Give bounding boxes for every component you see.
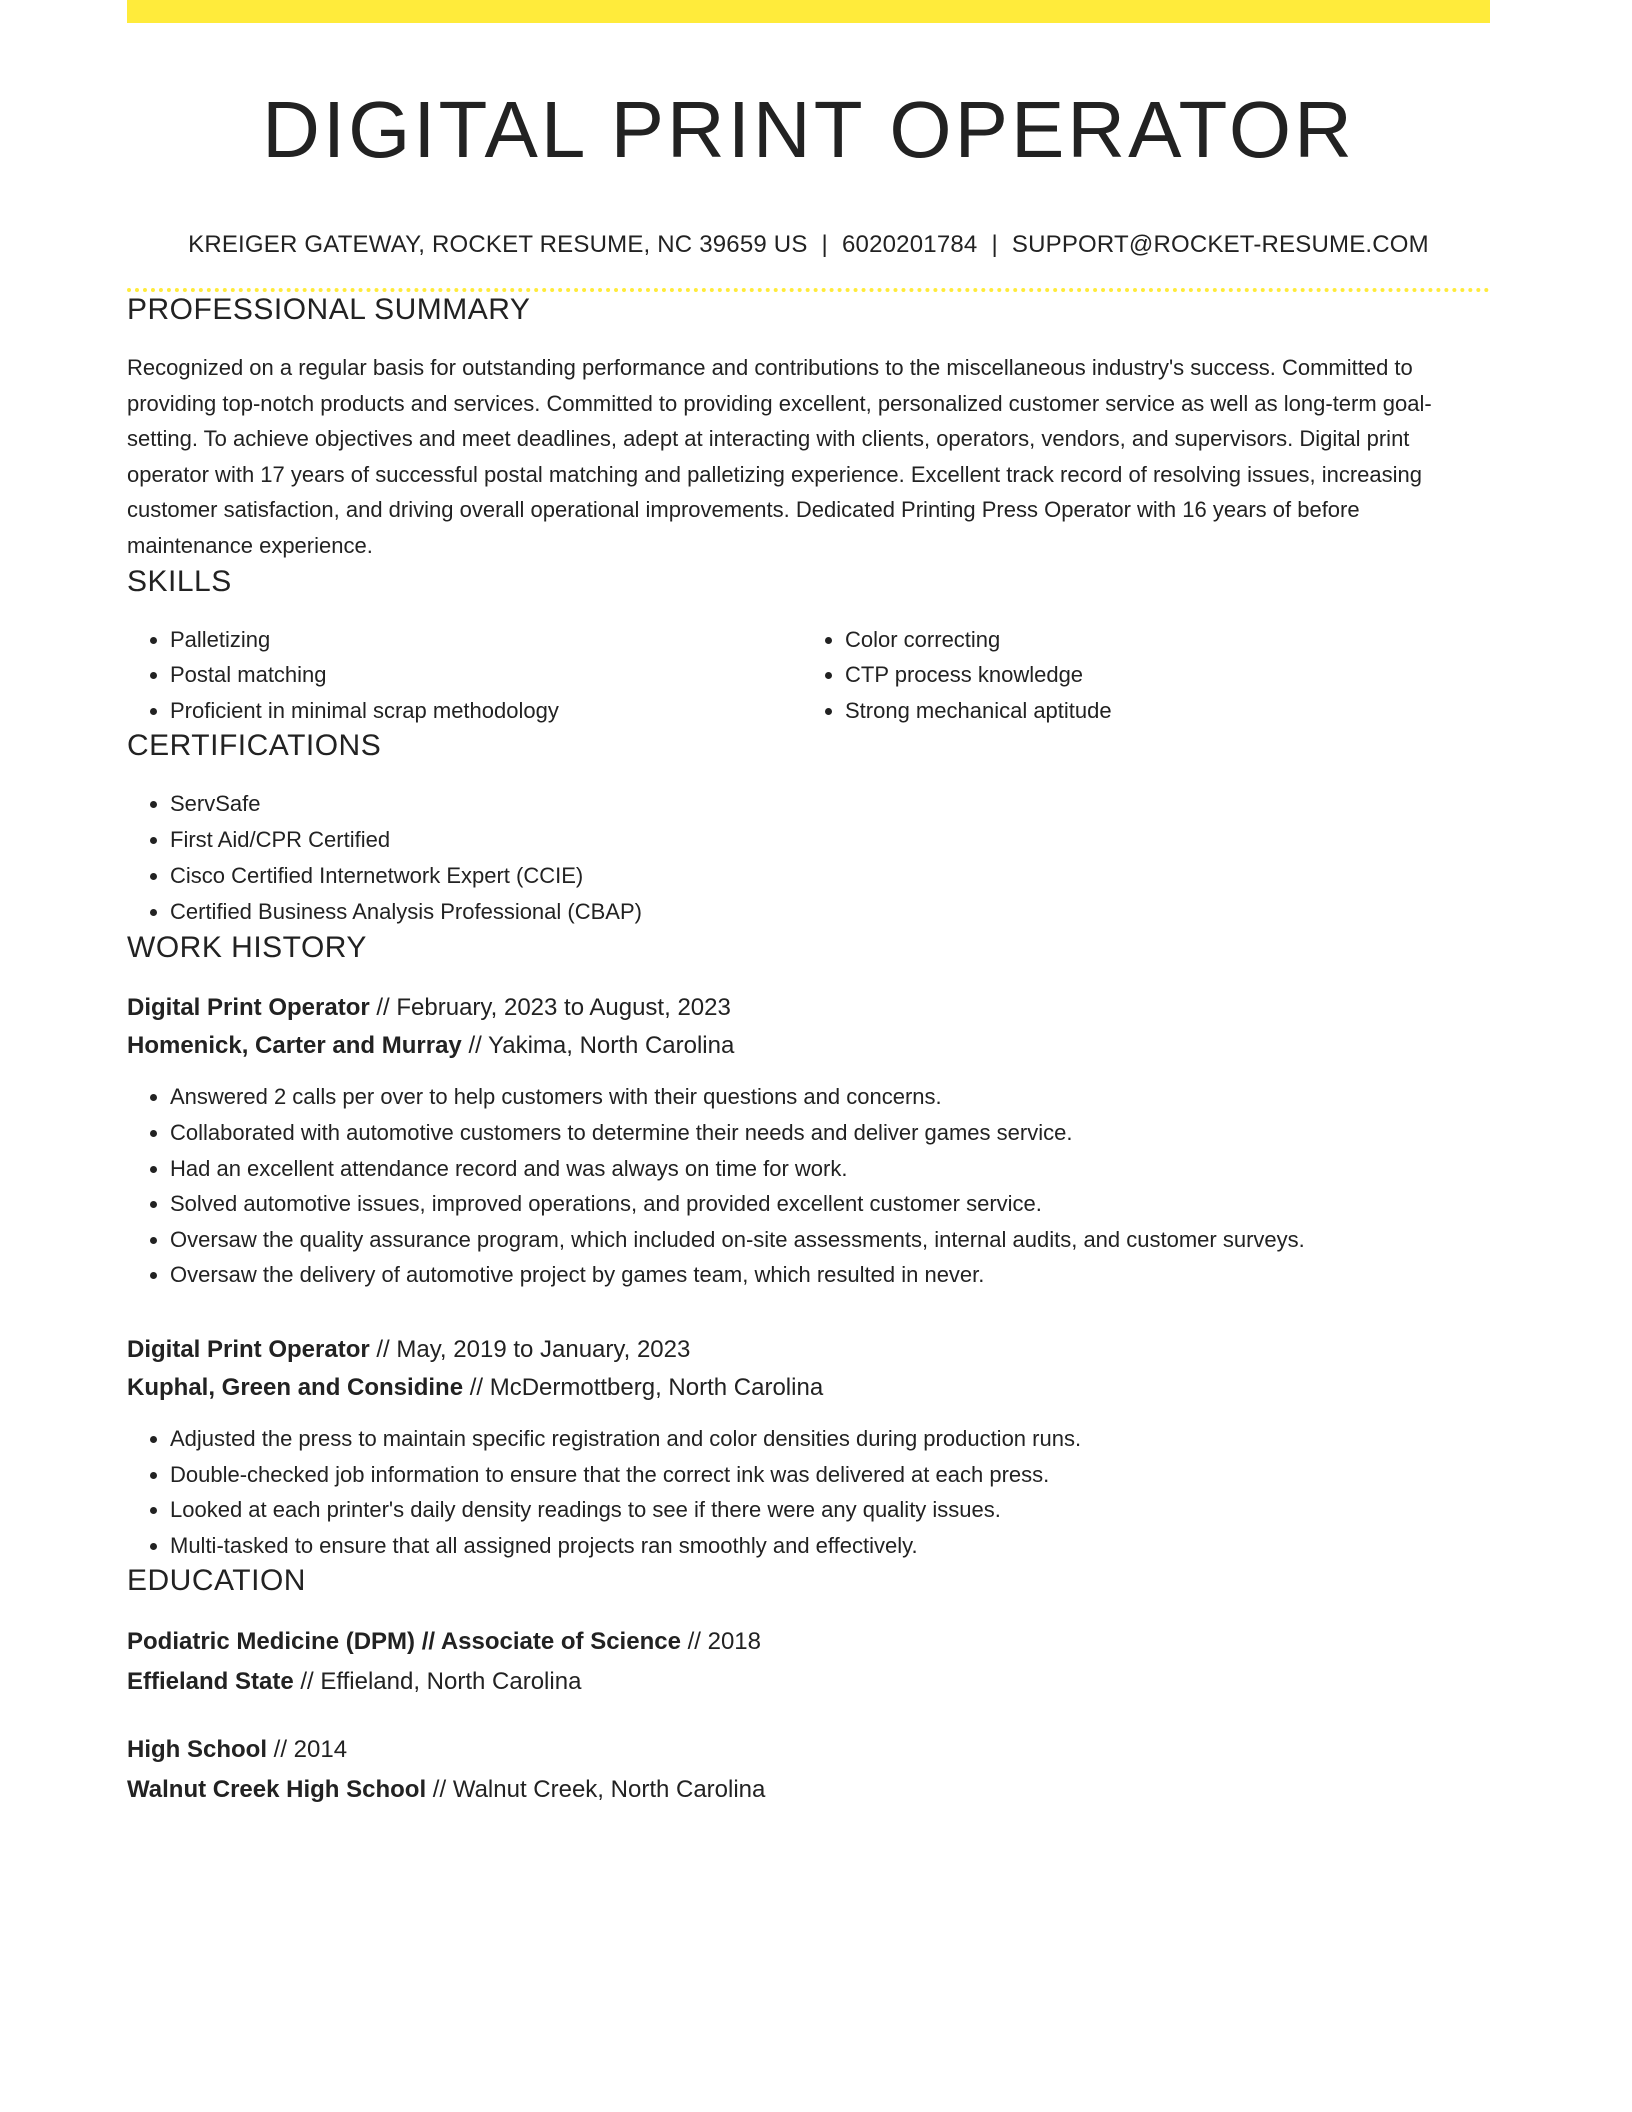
job-title-line bbox=[127, 989, 1490, 1027]
work-history-heading: WORK HISTORY bbox=[127, 931, 367, 965]
job-company-line bbox=[127, 1027, 1490, 1065]
job-title-line bbox=[127, 1331, 1490, 1369]
job-dates: // May, 2019 to January, 2023 bbox=[369, 1335, 691, 1363]
skills-heading: SKILLS bbox=[127, 564, 232, 598]
skill-item: • Postal matching bbox=[170, 657, 800, 693]
contact-address: KREIGER GATEWAY, ROCKET RESUME, NC 39659 US bbox=[188, 231, 808, 258]
education-school: Effieland State bbox=[127, 1668, 294, 1696]
certification-item: • Cisco Certified Internetwork Expert (CCIE) bbox=[170, 858, 1490, 894]
job-location: // McDermottberg, North Carolina bbox=[463, 1373, 824, 1401]
education-year: // 2018 bbox=[680, 1628, 761, 1656]
resume-title: DIGITAL PRINT OPERATOR bbox=[262, 85, 1355, 174]
job-bullet: • Oversaw the quality assurance program, which included on-site assessments, internal audits, and customer surveys. bbox=[170, 1222, 1490, 1258]
skill-item: • Strong mechanical aptitude bbox=[845, 693, 1475, 729]
job-role: Digital Print Operator bbox=[127, 994, 370, 1022]
contact-separator: | bbox=[821, 231, 828, 258]
skill-item: • Proficient in minimal scrap methodology bbox=[170, 693, 800, 729]
job-location: // Yakima, North Carolina bbox=[461, 1032, 735, 1060]
job-entry bbox=[127, 1331, 1490, 1563]
skills-columns bbox=[127, 622, 1490, 729]
certification-item: • First Aid/CPR Certified bbox=[170, 822, 1490, 858]
summary-text: Recognized on a regular basis for outstanding performance and contributions to the miscellaneous industry's success. Committed to providing top-notch products and services. Committed to providing excellent, personalized customer service as well as long-term goal-setting. To achieve objectives and meet deadlines, adept at interacting with clients, operators, vendors, and supervisors. Digital print operator with 17 years of successful postal matching and palletizing experience. Excellent track record of resolving issues, increasing customer satisfaction, and driving overall operational improvements. Dedicated Printing Press Operator with 16 years of before maintenance experience. bbox=[127, 355, 1432, 558]
summary-heading: PROFESSIONAL SUMMARY bbox=[127, 293, 531, 326]
education-location: // Effieland, North Carolina bbox=[293, 1668, 582, 1696]
job-bullet: • Had an excellent attendance record and was always on time for work. bbox=[170, 1151, 1490, 1187]
certification-item: • Certified Business Analysis Professional (CBAP) bbox=[170, 894, 1490, 930]
job-bullets bbox=[127, 1421, 1490, 1563]
education-school-line bbox=[127, 1662, 1490, 1702]
education-entry bbox=[127, 1730, 1490, 1810]
contact-separator: | bbox=[991, 231, 998, 258]
job-bullet: • Adjusted the press to maintain specific registration and color densities during production runs. bbox=[170, 1421, 1490, 1457]
certification-item: • ServSafe bbox=[170, 786, 1490, 822]
job-bullet: • Multi-tasked to ensure that all assigned projects ran smoothly and effectively. bbox=[170, 1528, 1490, 1564]
job-bullets bbox=[127, 1079, 1490, 1293]
certifications-heading: CERTIFICATIONS bbox=[127, 729, 382, 763]
resume-content bbox=[127, 0, 1490, 1810]
education-year: // 2014 bbox=[267, 1736, 348, 1764]
education-location: // Walnut Creek, North Carolina bbox=[426, 1776, 766, 1804]
job-bullet: • Solved automotive issues, improved operations, and provided excellent customer service. bbox=[170, 1186, 1490, 1222]
education-degree: Podiatric Medicine (DPM) // Associate of Science bbox=[127, 1628, 681, 1656]
skill-item: • Color correcting bbox=[845, 622, 1475, 658]
skills-list-left bbox=[127, 622, 800, 729]
education-degree: High School bbox=[127, 1736, 267, 1764]
job-dates: // February, 2023 to August, 2023 bbox=[369, 994, 731, 1022]
job-role: Digital Print Operator bbox=[127, 1335, 370, 1363]
job-bullet: • Looked at each printer's daily density readings to see if there were any quality issues. bbox=[170, 1492, 1490, 1528]
job-bullet: • Collaborated with automotive customers to determine their needs and deliver games service. bbox=[170, 1115, 1490, 1151]
skills-list-right bbox=[800, 622, 1475, 729]
job-company: Kuphal, Green and Considine bbox=[127, 1373, 464, 1401]
education-heading: EDUCATION bbox=[127, 1564, 306, 1598]
certifications-list bbox=[127, 786, 1490, 930]
education-entry bbox=[127, 1622, 1490, 1702]
job-bullet: • Oversaw the delivery of automotive project by games team, which resulted in never. bbox=[170, 1257, 1490, 1293]
education-degree-line bbox=[127, 1622, 1490, 1662]
job-company: Homenick, Carter and Murray bbox=[127, 1032, 462, 1060]
job-entry bbox=[127, 989, 1490, 1293]
skill-item: • CTP process knowledge bbox=[845, 657, 1475, 693]
contact-phone: 6020201784 bbox=[841, 231, 978, 258]
contact-line bbox=[127, 230, 1490, 260]
job-bullet: • Double-checked job information to ensure that the correct ink was delivered at each press. bbox=[170, 1457, 1490, 1493]
education-school: Walnut Creek High School bbox=[127, 1776, 427, 1804]
contact-email: SUPPORT@ROCKET-RESUME.COM bbox=[1011, 231, 1429, 258]
job-bullet: • Answered 2 calls per over to help customers with their questions and concerns. bbox=[170, 1079, 1490, 1115]
education-degree-line bbox=[127, 1730, 1490, 1770]
skill-item: • Palletizing bbox=[170, 622, 800, 658]
job-company-line bbox=[127, 1369, 1490, 1407]
education-school-line bbox=[127, 1770, 1490, 1810]
